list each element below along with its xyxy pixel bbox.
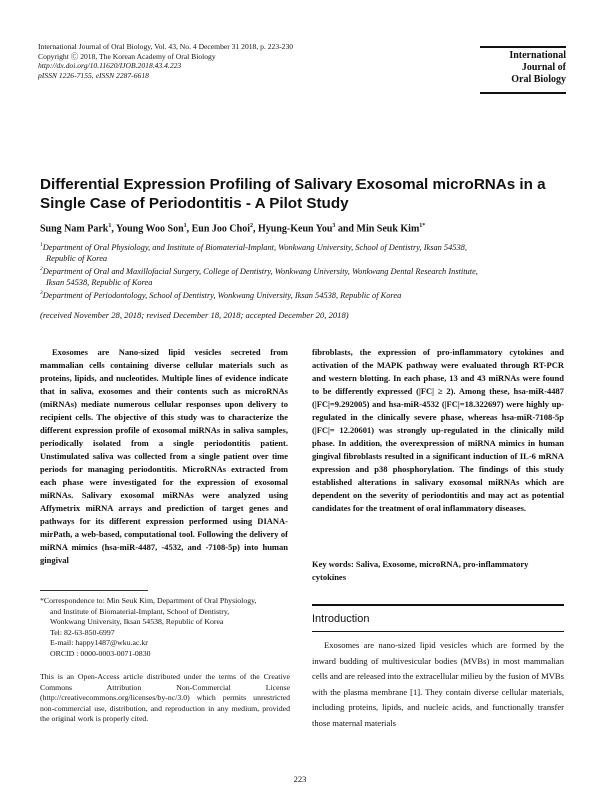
footnote-line: and Institute of Biomaterial-Implant, School of Dentistry, (50, 606, 230, 616)
affiliation-text: Iksan 54538, Republic of Korea (46, 277, 153, 287)
author-name: Min Seuk Kim (356, 223, 420, 235)
abstract-left-column (40, 346, 288, 567)
author-name: Young Woo Son (116, 223, 184, 235)
abstract-text: Exosomes are Nano-sized lipid vesicles secreted from mammalian cells containing diverse cellular materials such as proteins, lipids, and nucleotides. Multiple lines of evidence indicate that in saliva, exosomes and their contents such as microRNAs (miRNAs) mediate numerous cellular responses upon delivery to recipient cells. The objective of this study was to characterize the different expression profile of exosomal miRNAs in saliva samples, periodically isolated from a single periodontitis patient. Unstimulated saliva was collected from a single patient over time periods for managing periodontitis. MicroRNAs extracted from each phase were investigated for the expression of exosomal miRNAs. Salivary exosomal miRNAs were analyzed using Affymetrix miRNA arrays and prediction of target genes and pathways for its different expression performed using DIANA-mirPath, a web-based, computational tool. Following the delivery of miRNA mimics (hsa-miR-4487, -4532, and -7108-5p) into human gingival (40, 347, 288, 565)
doi-link[interactable]: http://dx.doi.org/10.11620/IJOB.2018.43.4.223 (38, 61, 182, 71)
author-and: and (337, 223, 354, 235)
keywords: Key words: Saliva, Exosome, microRNA, pro-inflammatory cytokines (312, 559, 529, 582)
intro-rule-top (312, 604, 564, 606)
affiliation (40, 240, 565, 264)
page-number: 223 (293, 774, 307, 784)
journal-citation: International Journal of Oral Biology, Vol. 43, No. 4 December 31 2018, p. 223-230 (38, 42, 294, 51)
author-mark: 3 (332, 223, 336, 229)
received-dates: (received November 28, 2018; revised December 18, 2018; accepted December 20, 2018) (40, 310, 349, 320)
affiliation-number: 2 (40, 265, 43, 272)
author-mark: 1 (183, 223, 187, 229)
introduction-text: Exosomes are nano-sized lipid vesicles which are formed by the inward budding of multivesicular bodies (MVBs) in most mammalian cells and are released into the extracellular milieu by the fusion of MVBs with the plasma membrane [1]. They contain diverse cellular materials, including proteins, lipids, and nucleic acids, and functionally transfer those maternal materials (312, 640, 565, 728)
footnote-line: Wonkwang University, Iksan 54538, Republic of Korea (50, 617, 224, 627)
journal-info (38, 42, 378, 80)
affiliation (40, 288, 565, 301)
brand-line: International (509, 50, 566, 61)
footnote-email[interactable]: E-mail: happy1487@wku.ac.kr (50, 638, 148, 648)
correspondence-footnote (40, 596, 290, 660)
author-mark: 2 (250, 223, 253, 229)
affiliation-text: Department of Oral and Maxillofacial Surgery, College of Dentistry, Wonkwang University, Wonkwang Dental Research Institute, (42, 266, 478, 276)
footnote-line: Tel: 82-63-850-6997 (50, 627, 115, 637)
footnote-line: *Correspondence to: Min Seuk Kim, Department of Oral Physiology, (40, 596, 257, 605)
footnote-rule (40, 590, 148, 591)
issn-line: pISSN 1226-7155, eISSN 2287-6618 (38, 70, 149, 80)
affiliations (40, 240, 565, 300)
brand-line: Oral Biology (511, 74, 566, 85)
affiliation-text: Department of Periodontology, School of Dentistry, Wonkwang University, Iksan 54538, Republic of Korea (42, 290, 402, 300)
brand-rule-bottom (480, 92, 566, 94)
affiliation-text: Republic of Korea (46, 253, 108, 263)
intro-rule-bottom (312, 631, 564, 632)
abstract-text: fibroblasts, the expression of pro-inflammatory cytokines and activation of the MAPK pathway were evaluated through RT-PCR and western blotting. In each phase, 13 and 43 miRNAs were found to be differently expressed (|FC| ≥ 2). Among these, hsa-miR-4487 (|FC|=9.292005) and hsa-miR-4532 (|FC|=18.322697) were highly up-regulated in the clinically severe phase, whereas hsa-miR-7108-5p (|FC|= 12.20601) was strongly up-regulated in the clinically mild phase. In addition, the overexpression of miRNA mimics in human gingival fibroblasts resulted in a significant induction of IL-6 mRNA expression and p38 phosphorylation. The findings of this study established alterations in salivary exosomal miRNAs which are dependent on the severity of periodontitis and may act as potential candidates for the treatment of oral inflammatory diseases. (312, 347, 564, 513)
author-list (40, 220, 565, 235)
affiliation (40, 264, 565, 288)
affiliation-number: 3 (40, 289, 43, 296)
author-separator: , (111, 223, 114, 235)
author-name: Eun Joo Choi (191, 223, 250, 235)
journal-brand (486, 50, 566, 86)
author-separator: , (253, 223, 256, 235)
article-title: Differential Expression Profiling of Salivary Exosomal microRNAs in a Single Case of Periodontitis - A Pilot Study (40, 176, 546, 212)
license-text: This is an Open-Access article distributed under the terms of the Creative Commons Attribution Non-Commercial License (http://creativecommons.org/licenses/by-nc/3.0) which permits unrestricted non-commercial use, distribution, and reproduction in any medium, provided the original work is properly cited. (40, 672, 290, 724)
affiliation-text: Department of Oral Physiology, and Institute of Biomaterial-Implant, Wonkwang University, School of Dentistry, Iksan 54538, (42, 242, 467, 252)
abstract-right-column (312, 346, 564, 515)
author-name: Sung Nam Park (40, 223, 109, 235)
copyright-line: Copyright Ⓒ 2018, The Korean Academy of Oral Biology (38, 51, 216, 61)
author-separator: , (186, 223, 190, 235)
brand-line: Journal of (521, 62, 566, 73)
author-mark: 1* (419, 223, 426, 229)
author-mark: 1 (108, 223, 112, 229)
brand-rule-top (480, 46, 566, 48)
introduction-body (312, 638, 564, 732)
footnote-orcid: ORCID : 0000-0003-0071-0830 (50, 648, 151, 658)
author-name: Hyung-Keun You (258, 223, 333, 235)
section-heading: Introduction (312, 613, 370, 625)
affiliation-number: 1 (40, 242, 43, 248)
